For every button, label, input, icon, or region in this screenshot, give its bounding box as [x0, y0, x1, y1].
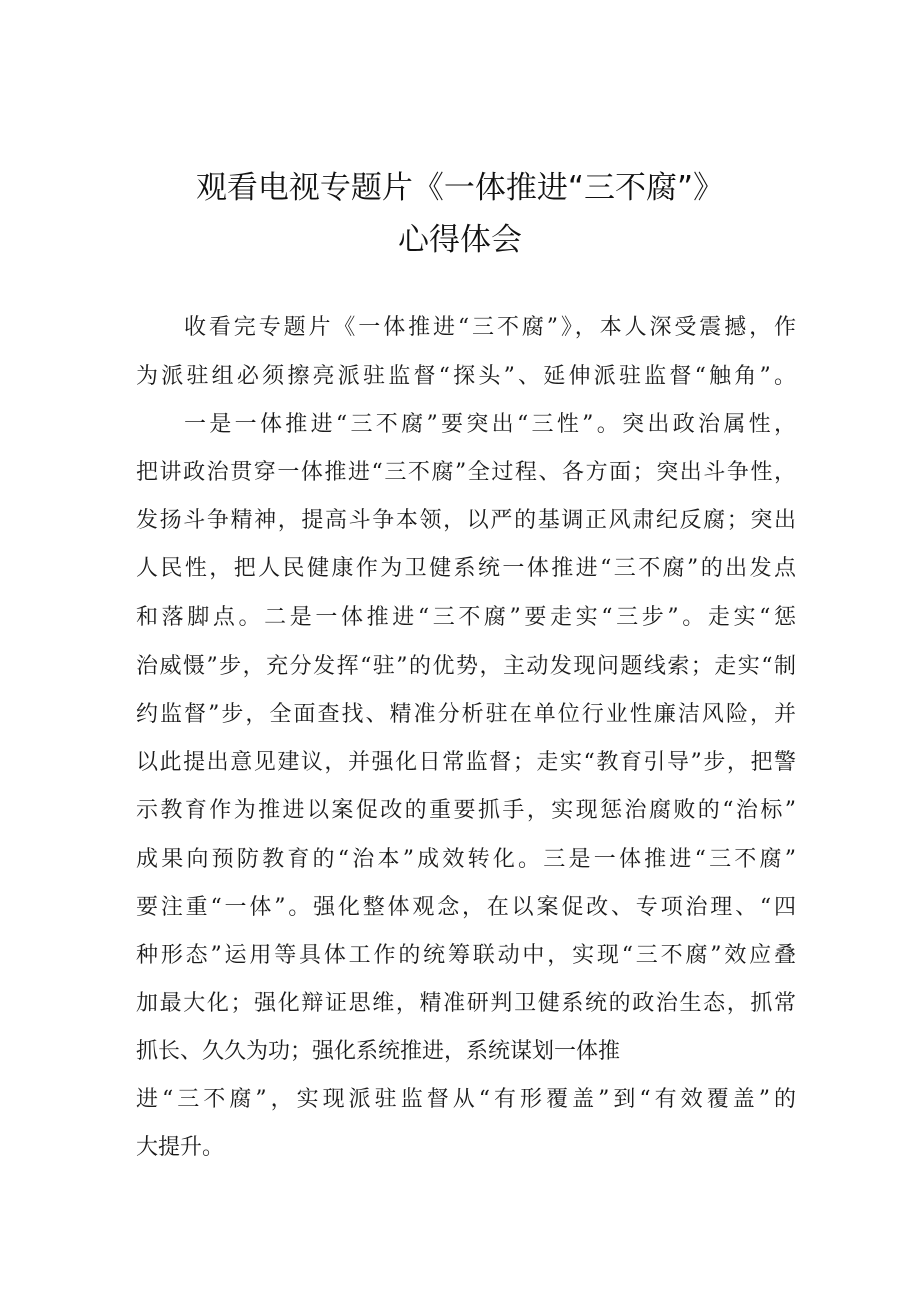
body-line: 把讲政治贯穿一体推进“三不腐”全过程、各方面；突出斗争性，	[136, 460, 796, 485]
body-line: 和落脚点。二是一体推进“三不腐”要走实“三步”。走实“惩	[136, 605, 796, 630]
body-line: 大提升。	[136, 1135, 225, 1160]
body-line: 收看完专题片《一体推进“三不腐”》，本人深受震撼，作	[184, 315, 796, 340]
body-line: 抓长、久久为功；强化系统推进，系统谋划一体推	[136, 1039, 621, 1064]
body-line: 种形态”运用等具体工作的统筹联动中，实现“三不腐”效应叠	[136, 943, 796, 968]
body-line: 一是一体推进“三不腐”要突出“三性”。突出政治属性，	[184, 412, 796, 437]
body-line: 为派驻组必须擦亮派驻监督“探头”、延伸派驻监督“触角”。	[136, 364, 796, 389]
document-title: 观看电视专题片《一体推进“三不腐”》	[195, 170, 725, 206]
document-subtitle: 心得体会	[398, 222, 522, 258]
body-line: 示教育作为推进以案促改的重要抓手，实现惩治腐败的“治标”	[136, 798, 796, 823]
body-line: 以此提出意见建议，并强化日常监督；走实“教育引导”步，把警	[136, 750, 796, 775]
body-line: 约监督”步，全面查找、精准分析驻在单位行业性廉洁风险，并	[136, 702, 796, 727]
body-line: 要注重“一体”。强化整体观念，在以案促改、专项治理、“四	[136, 895, 796, 920]
body-line: 进“三不腐”，实现派驻监督从“有形覆盖”到“有效覆盖”的	[136, 1087, 796, 1112]
body-line: 加最大化；强化辩证思维，精准研判卫健系统的政治生态，抓常	[136, 991, 796, 1016]
body-line: 成果向预防教育的“治本”成效转化。三是一体推进“三不腐”	[136, 847, 796, 872]
body-line: 人民性，把人民健康作为卫健系统一体推进“三不腐”的出发点	[136, 556, 796, 581]
body-line: 发扬斗争精神，提高斗争本领，以严的基调正风肃纪反腐；突出	[136, 508, 796, 533]
body-line: 治威慑”步，充分发挥“驻”的优势，主动发现问题线索；走实“制	[136, 654, 796, 679]
